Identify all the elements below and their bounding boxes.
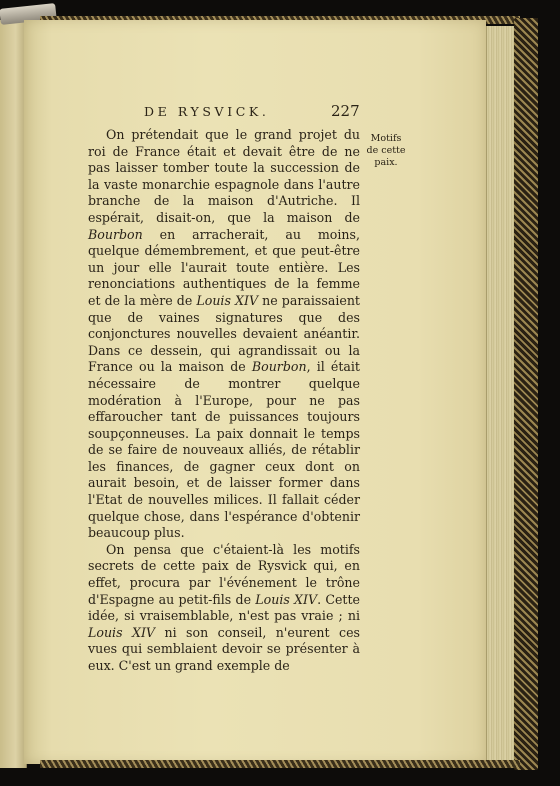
text-run: ne paraissaient que de vaines signatures que des conjonctures nouvelles devaient anéantir. Dans ce dessein, qui agrandissait ou la France ou la maison de: [88, 292, 360, 375]
text-run: On pensa que c'étaient-là les motifs secrets de cette paix de Rysvick qui, en effet, procura par l'événement le trône d'Espagne au petit-fils de: [88, 541, 360, 607]
text-run: . Cette idée, si vraisemblable, n'est pas vraie ; ni: [88, 591, 360, 624]
italic-text: Louis XIV: [88, 624, 156, 640]
text-run: On prétendait que le grand projet du roi de France était et devait être de ne pas laisser tomber toute la succession de la vaste monarchie espagnole dans l'autre branche de la maison d'Autriche. Il espérait, disait-on, que la maison de: [88, 127, 360, 225]
running-header: DE RYSVICK.: [144, 104, 270, 119]
italic-text: Bourbon: [88, 226, 143, 242]
italic-text: Louis XIV: [196, 292, 259, 308]
paragraph: [88, 127, 360, 542]
text-run: , il était nécessaire de montrer quelque modération à l'Europe, pour ne pas effaroucher tant de puissances toujours soupçonneuses. La paix donnait le temps de se faire de nouveaux alliés, de rétablir les finances, de gagner ceux dont on aurait besoin, et de laisser former dans l'Etat de nouvelles milices. Il fallait céder quelque chose, dans l'espérance d'obtenir beaucoup plus.: [88, 359, 360, 541]
page-block-edges: [486, 26, 515, 762]
text-run: en arracherait, au moins, quelque démembrement, et que peut-être un jour elle l'aurait toute entière. Les renonciations authentiques de la femme et de la mère de: [88, 226, 360, 308]
binding-bottom-edge: [40, 760, 520, 768]
text-run: ni son conseil, n'eurent ces vues qui semblaient devoir se présenter à eux. C'est un grand exemple de: [88, 624, 360, 673]
body-text: [88, 127, 360, 675]
page-number: 227: [331, 102, 360, 120]
italic-text: Bourbon: [251, 359, 307, 375]
margin-note: Motifs de cette paix.: [366, 133, 406, 168]
paragraph: [88, 542, 360, 675]
book-spine: [514, 18, 538, 770]
italic-text: Louis XIV: [255, 591, 318, 607]
previous-page-edge: [0, 20, 27, 768]
